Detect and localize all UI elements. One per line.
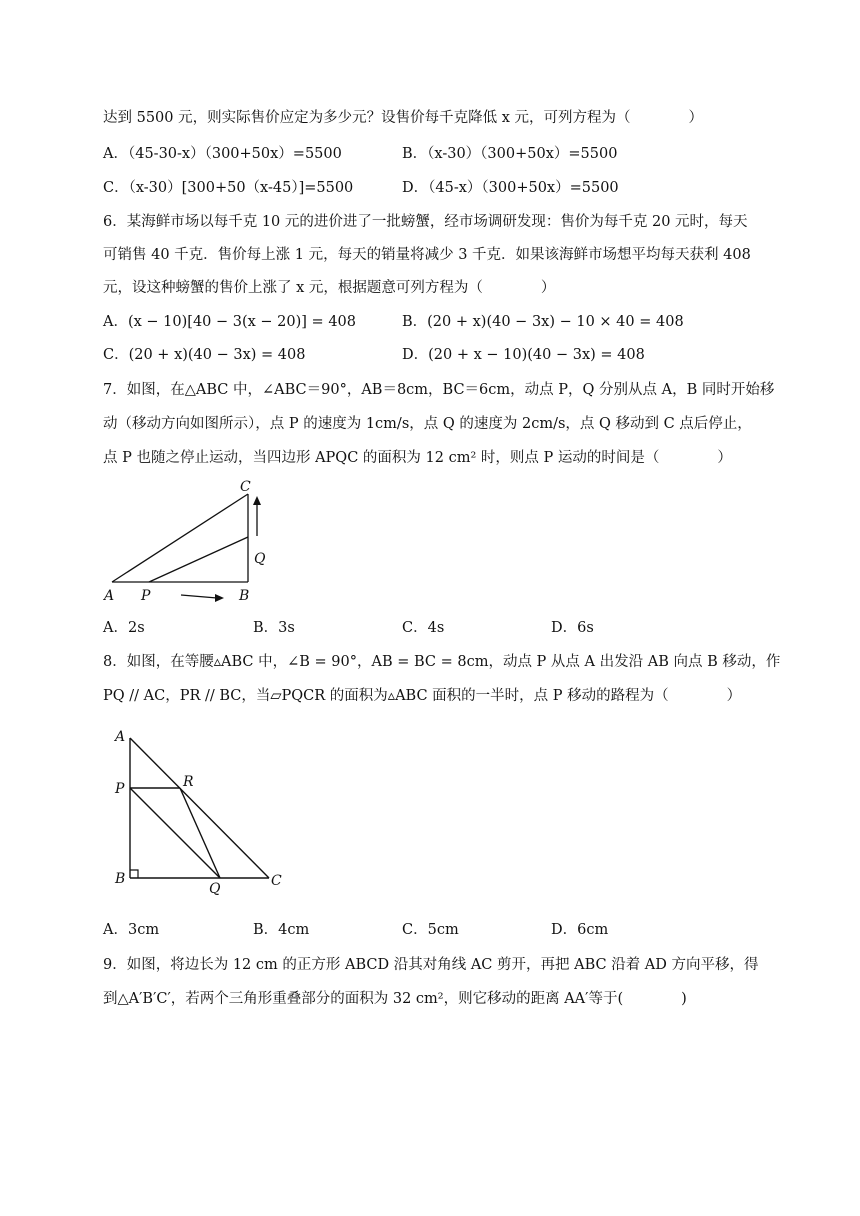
q7-option-c: C．4s	[402, 620, 445, 636]
q6-option-c: C．(20 + x)(40 − 3x) = 408	[103, 347, 306, 363]
q7-arrow-up-head	[253, 496, 261, 505]
q7-option-d: D．6s	[551, 620, 594, 636]
q7-arrow-right-head	[215, 594, 224, 602]
q8-option-b: B．4cm	[253, 922, 310, 938]
q6-line-1: 6．某海鲜市场以每千克 10 元的进价进了一批螃蟹，经市场调研发现：售价为每千克 20 元时，每天	[103, 214, 748, 230]
q7-segment-pq	[149, 537, 248, 582]
q7-label-p: P	[141, 588, 151, 604]
q7-option-a: A．2s	[103, 620, 145, 636]
q6-option-b: B．(20 + x)(40 − 3x) − 10 × 40 = 408	[402, 314, 684, 330]
q7-line-2: 动（移动方向如图所示），点 P 的速度为 1cm/s，点 Q 的速度为 2cm/s，点 Q 移动到 C 点后停止，	[103, 416, 752, 432]
q8-label-p: P	[115, 781, 125, 797]
q7-segment-ac	[112, 494, 248, 582]
q8-segment-pq	[130, 788, 220, 878]
q7-line-3: 点 P 也随之停止运动，当四边形 APQC 的面积为 12 cm² 时，则点 P 运动的时间是（ ）	[103, 450, 732, 466]
q7-label-q: Q	[254, 551, 266, 567]
q5-option-c: C．（x-30）[300+50（x-45）]=5500	[103, 180, 354, 196]
q8-option-c: C．5cm	[402, 922, 459, 938]
q7-line-1: 7．如图，在△ABC 中，∠ABC＝90°，AB＝8cm，BC＝6cm，动点 P，Q 分别从点 A，B 同时开始移	[103, 382, 775, 398]
q7-triangle-figure	[95, 478, 295, 608]
q8-option-d: D．6cm	[551, 922, 609, 938]
q8-label-c: C	[271, 873, 282, 889]
q6-line-2: 可销售 40 千克．售价每上涨 1 元，每天的销量将减少 3 千克．如果该海鲜市场想平均每天获利 408	[103, 247, 751, 263]
q8-label-b: B	[115, 871, 126, 887]
q8-label-q: Q	[209, 881, 221, 897]
q5-option-b: B．（x-30）（300+50x）=5500	[402, 146, 618, 162]
q6-line-3: 元，设这种螃蟹的售价上涨了 x 元，根据题意可列方程为（ ）	[103, 280, 556, 296]
q7-arrow-right	[181, 595, 217, 598]
q6-option-a: A．(x − 10)[40 − 3(x − 20)] = 408	[103, 314, 356, 330]
q5-option-d: D．（45-x）（300+50x）=5500	[402, 180, 619, 196]
q7-label-c: C	[240, 479, 251, 495]
q6-option-d: D．(20 + x − 10)(40 − 3x) = 408	[402, 347, 645, 363]
q8-right-angle-mark	[130, 870, 138, 878]
q8-segment-rq	[180, 788, 220, 878]
q9-line-2: 到△A′B′C′，若两个三角形重叠部分的面积为 32 cm²，则它移动的距离 AA′等于( )	[103, 991, 687, 1007]
q7-option-b: B．3s	[253, 620, 295, 636]
q8-option-a: A．3cm	[103, 922, 160, 938]
q8-label-a: A	[115, 729, 126, 745]
q8-line-2: PQ // AC，PR // BC，当▱PQCR 的面积为▵ABC 面积的一半时，点 P 移动的路程为（ ）	[103, 688, 742, 704]
q9-line-1: 9．如图，将边长为 12 cm 的正方形 ABCD 沿其对角线 AC 剪开，再把 ABC 沿着 AD 方向平移，得	[103, 957, 759, 973]
q7-label-b: B	[239, 588, 250, 604]
q5-line-1: 达到 5500 元，则实际售价应定为多少元？设售价每千克降低 x 元，可列方程为（ ）	[103, 110, 704, 126]
q8-label-r: R	[183, 774, 194, 790]
q8-line-1: 8．如图，在等腰▵ABC 中，∠B = 90°，AB = BC = 8cm，动点 P 从点 A 出发沿 AB 向点 B 移动，作	[103, 654, 781, 670]
q8-triangle-figure	[105, 722, 305, 897]
q5-option-a: A．（45-30-x）（300+50x）=5500	[103, 146, 342, 162]
q7-label-a: A	[104, 588, 115, 604]
